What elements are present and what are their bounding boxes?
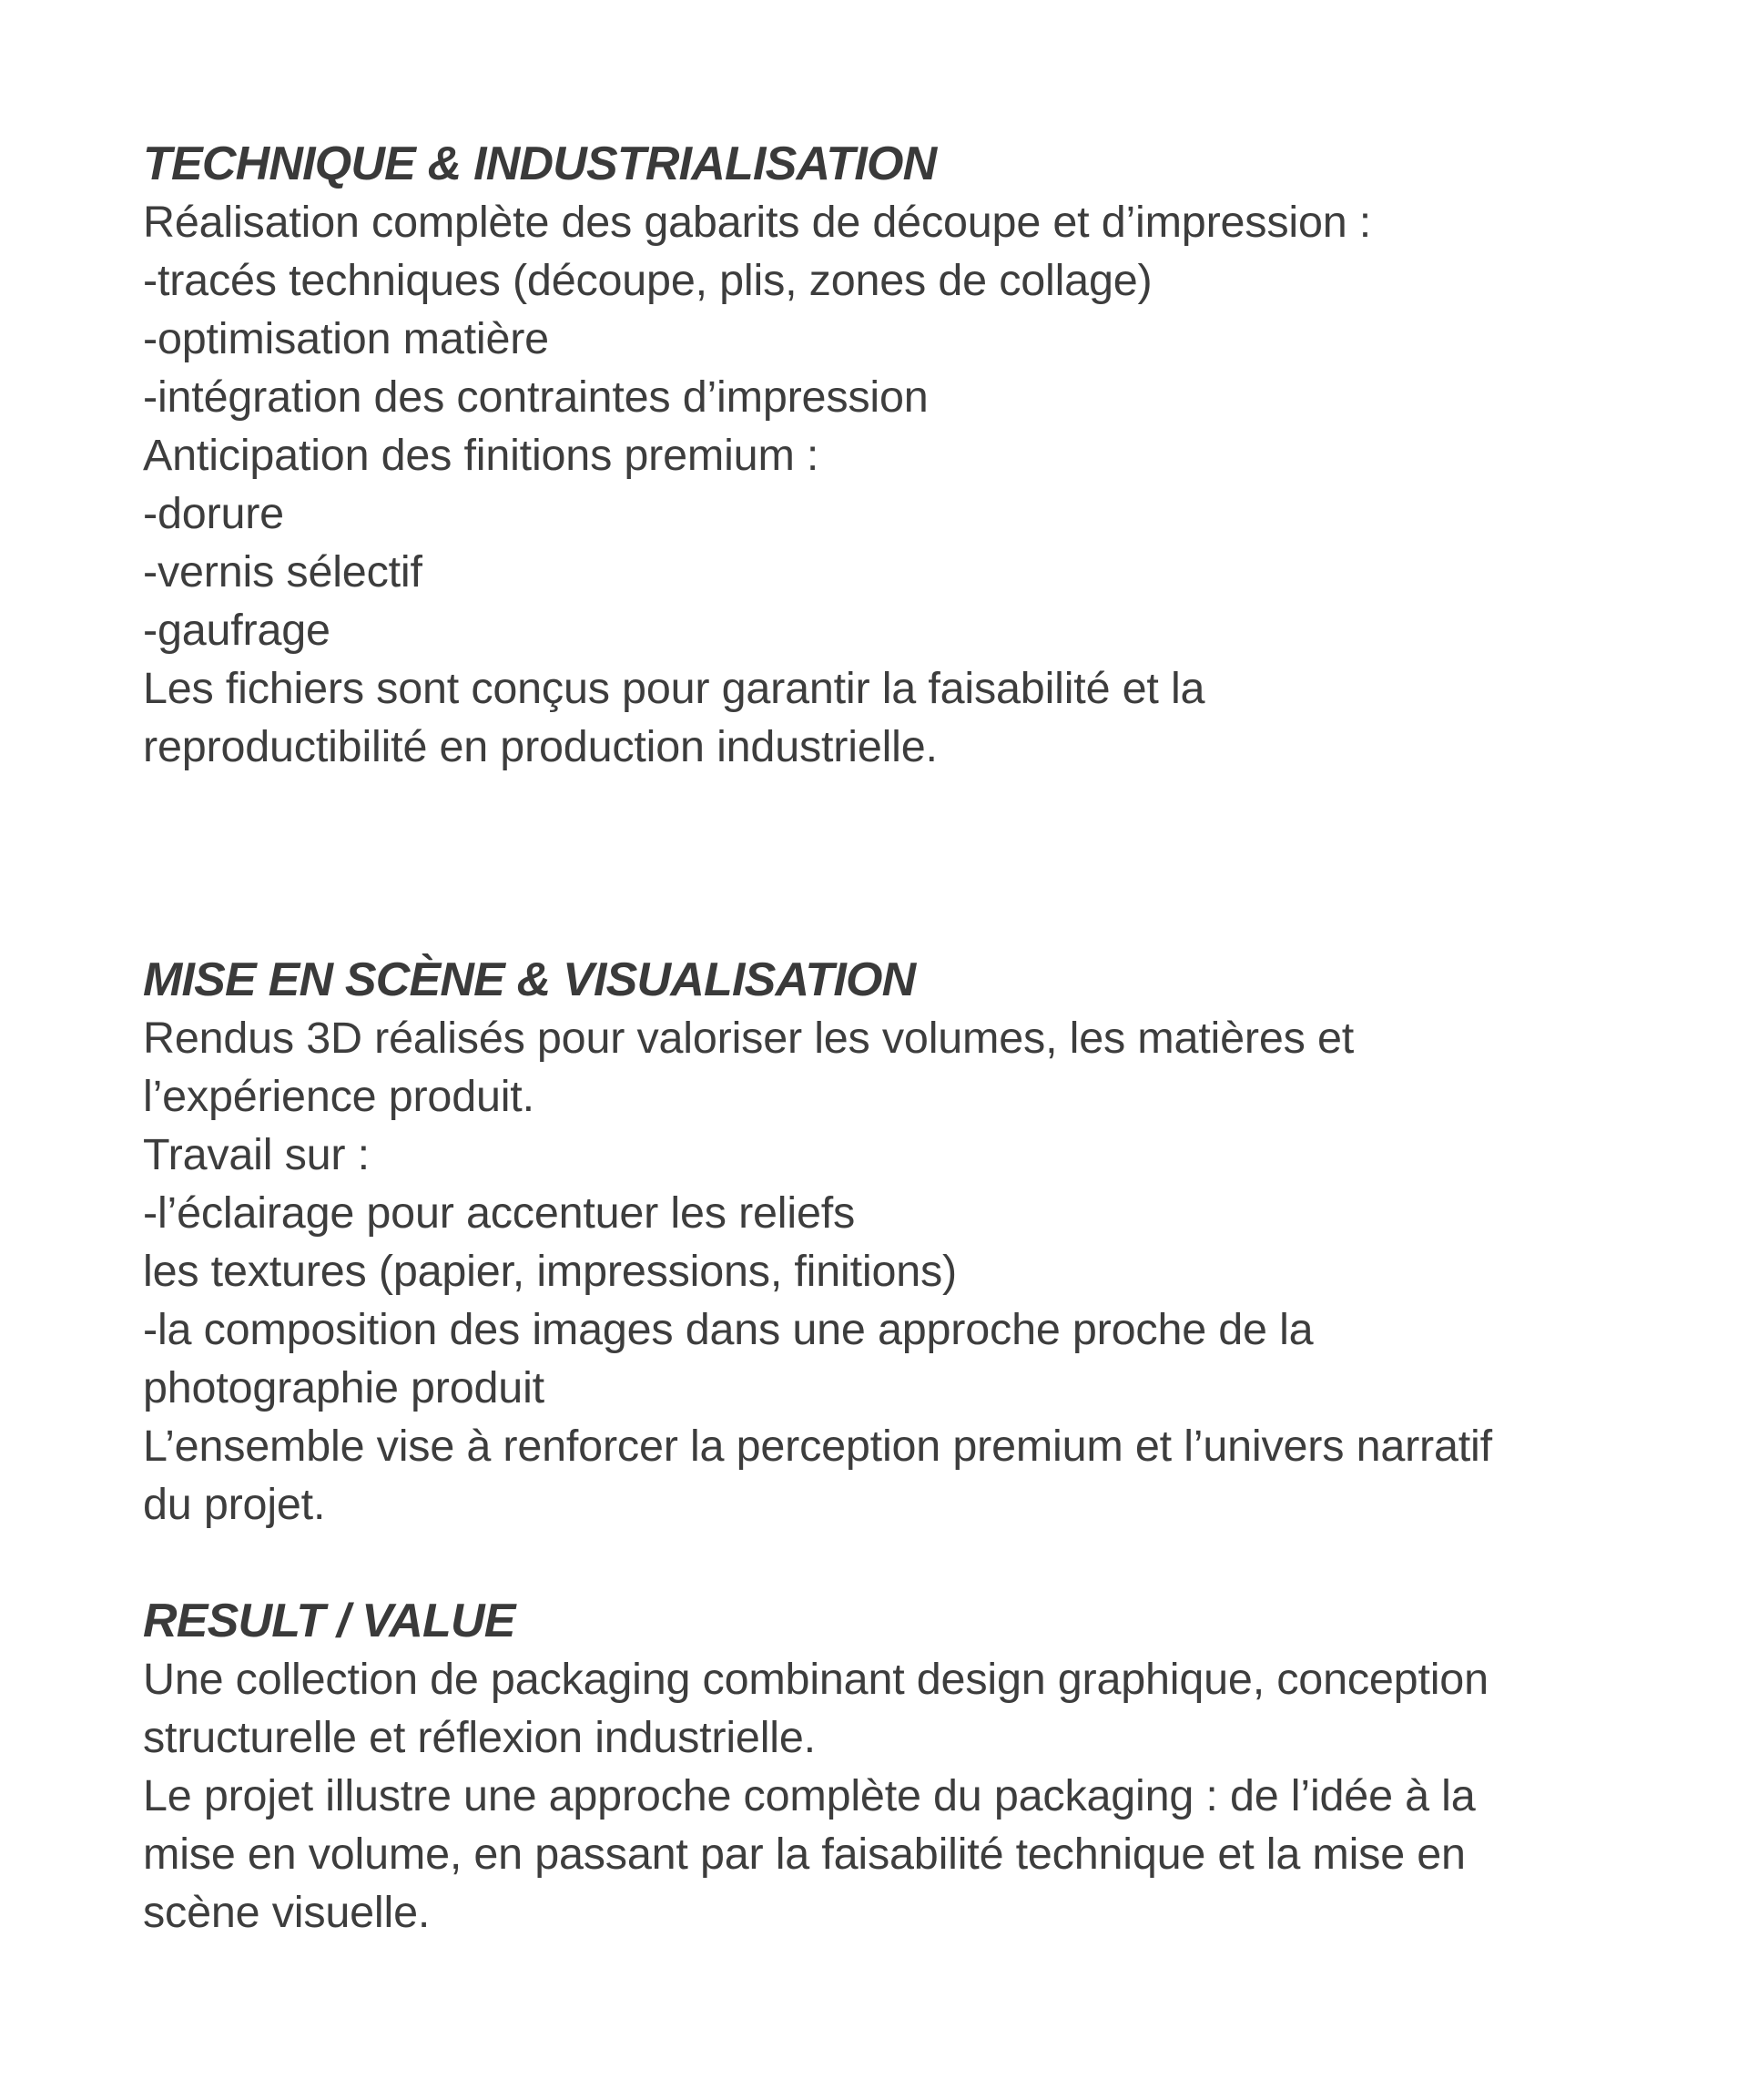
section-result-value bbox=[143, 1592, 1654, 1942]
paragraph-line: -optimisation matière bbox=[143, 314, 549, 363]
paragraph-line: Travail sur : bbox=[143, 1130, 370, 1179]
paragraph-line: du projet. bbox=[143, 1480, 326, 1529]
paragraph-line: -gaufrage bbox=[143, 606, 330, 655]
paragraph-line: -l’éclairage pour accentuer les reliefs bbox=[143, 1188, 856, 1238]
paragraph-line: -dorure bbox=[143, 489, 284, 538]
section-spacer bbox=[143, 776, 1654, 951]
paragraph-line: Le projet illustre une approche complète du packaging : de l’idée à la bbox=[143, 1771, 1476, 1820]
section-technique-industrialisation bbox=[143, 135, 1654, 776]
paragraph-line: structurelle et réflexion industrielle. bbox=[143, 1713, 816, 1762]
section-spacer bbox=[143, 1534, 1654, 1592]
paragraph-line: -intégration des contraintes d’impression bbox=[143, 372, 929, 422]
paragraph-line: scène visuelle. bbox=[143, 1888, 431, 1937]
paragraph-line: photographie produit bbox=[143, 1363, 544, 1412]
paragraph-line: Les fichiers sont conçus pour garantir la faisabilité et la bbox=[143, 664, 1205, 713]
paragraph-line: reproductibilité en production industrielle. bbox=[143, 722, 938, 771]
section-title: RESULT / VALUE bbox=[143, 1595, 515, 1647]
paragraph-line: -la composition des images dans une approche proche de la bbox=[143, 1305, 1314, 1354]
paragraph-line: l’expérience produit. bbox=[143, 1072, 534, 1121]
paragraph-line: mise en volume, en passant par la faisabilité technique et la mise en bbox=[143, 1830, 1466, 1879]
paragraph-line: -vernis sélectif bbox=[143, 547, 422, 596]
paragraph-line: Réalisation complète des gabarits de découpe et d’impression : bbox=[143, 198, 1372, 247]
paragraph-line: L’ensemble vise à renforcer la perception premium et l’univers narratif bbox=[143, 1422, 1492, 1471]
section-title: MISE EN SCÈNE & VISUALISATION bbox=[143, 953, 916, 1006]
section-mise-en-scene-visualisation bbox=[143, 951, 1654, 1534]
document-body bbox=[143, 135, 1654, 1942]
paragraph-line: Rendus 3D réalisés pour valoriser les volumes, les matières et bbox=[143, 1014, 1354, 1063]
paragraph-line: Anticipation des finitions premium : bbox=[143, 431, 819, 480]
paragraph-line: Une collection de packaging combinant design graphique, conception bbox=[143, 1655, 1489, 1704]
paragraph-line: -tracés techniques (découpe, plis, zones de collage) bbox=[143, 256, 1153, 305]
paragraph-line: les textures (papier, impressions, finitions) bbox=[143, 1247, 958, 1296]
section-title: TECHNIQUE & INDUSTRIALISATION bbox=[143, 138, 937, 190]
